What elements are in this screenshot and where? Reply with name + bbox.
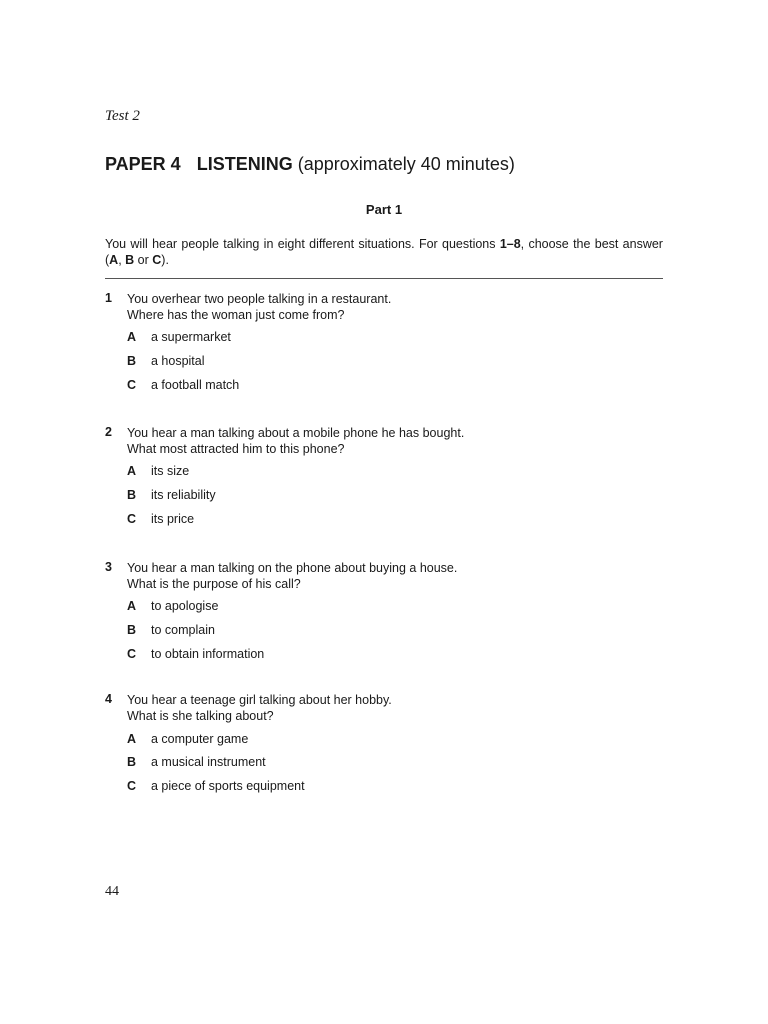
option-b: [127, 622, 215, 638]
option-text: a football match: [151, 378, 240, 392]
instructions-text: ,: [118, 253, 126, 267]
question-prompt: What most attracted him to this phone?: [127, 442, 345, 456]
question-number: 4: [105, 692, 112, 706]
question-context: You hear a teenage girl talking about her hobby.: [127, 693, 392, 707]
question-number: 3: [105, 560, 112, 574]
option-letter: A: [127, 464, 137, 478]
option-text: a piece of sports equipment: [151, 779, 305, 793]
option-letter: B: [127, 623, 137, 637]
option-c: [127, 778, 305, 794]
option-letter: C: [127, 779, 137, 793]
option-c: [127, 646, 264, 662]
option-text: to apologise: [151, 599, 219, 613]
option-letter: B: [127, 488, 137, 502]
option-a: [127, 463, 189, 479]
option-text: to complain: [151, 623, 215, 637]
instructions-text: , choose the best answer (: [105, 237, 663, 267]
question-prompt: What is the purpose of his call?: [127, 577, 301, 591]
option-a: [127, 731, 248, 747]
question-number: 2: [105, 425, 112, 439]
running-head: Test 2: [105, 108, 140, 124]
question-number: 1: [105, 291, 112, 305]
paper-label: PAPER 4: [105, 154, 181, 174]
instructions-text: or: [134, 253, 153, 267]
page-number: 44: [105, 884, 119, 899]
option-a: [127, 598, 218, 614]
option-c: [127, 511, 194, 527]
paper-title: [105, 154, 515, 175]
duration-label: (approximately 40 minutes): [297, 154, 515, 174]
option-text: a hospital: [151, 354, 205, 368]
option-letter: C: [127, 378, 137, 392]
option-c: [127, 377, 239, 393]
instructions: [105, 236, 663, 268]
part-title: Part 1: [365, 202, 403, 217]
option-letter: A: [127, 732, 137, 746]
option-letter: C: [127, 647, 137, 661]
option-letter: A: [127, 599, 137, 613]
question-prompt: Where has the woman just come from?: [127, 308, 345, 322]
option-a: [127, 329, 231, 345]
option-letter: C: [127, 512, 137, 526]
section-label: LISTENING: [196, 154, 293, 174]
divider-rule: [105, 278, 663, 279]
option-letter-ref: B: [125, 253, 135, 267]
option-text: its size: [151, 464, 190, 478]
instructions-text: ).: [161, 253, 169, 267]
option-b: [127, 754, 266, 770]
option-b: [127, 353, 205, 369]
question-prompt: What is she talking about?: [127, 709, 274, 723]
question-context: You hear a man talking about a mobile phone he has bought.: [127, 426, 465, 440]
option-text: its price: [151, 512, 195, 526]
option-text: a supermarket: [151, 330, 231, 344]
option-text: a musical instrument: [151, 755, 266, 769]
question-range: 1–8: [499, 237, 521, 251]
option-letter: B: [127, 354, 137, 368]
option-letter: B: [127, 755, 137, 769]
option-b: [127, 487, 216, 503]
question-context: You hear a man talking on the phone about buying a house.: [127, 561, 458, 575]
option-text: to obtain information: [151, 647, 265, 661]
question-context: You overhear two people talking in a restaurant.: [127, 292, 392, 306]
option-text: its reliability: [151, 488, 216, 502]
option-letter: A: [127, 330, 137, 344]
option-letter-ref: C: [152, 253, 162, 267]
option-letter-ref: A: [109, 253, 119, 267]
option-text: a computer game: [151, 732, 249, 746]
instructions-text: You will hear people talking in eight different situations. For questions: [105, 237, 500, 251]
